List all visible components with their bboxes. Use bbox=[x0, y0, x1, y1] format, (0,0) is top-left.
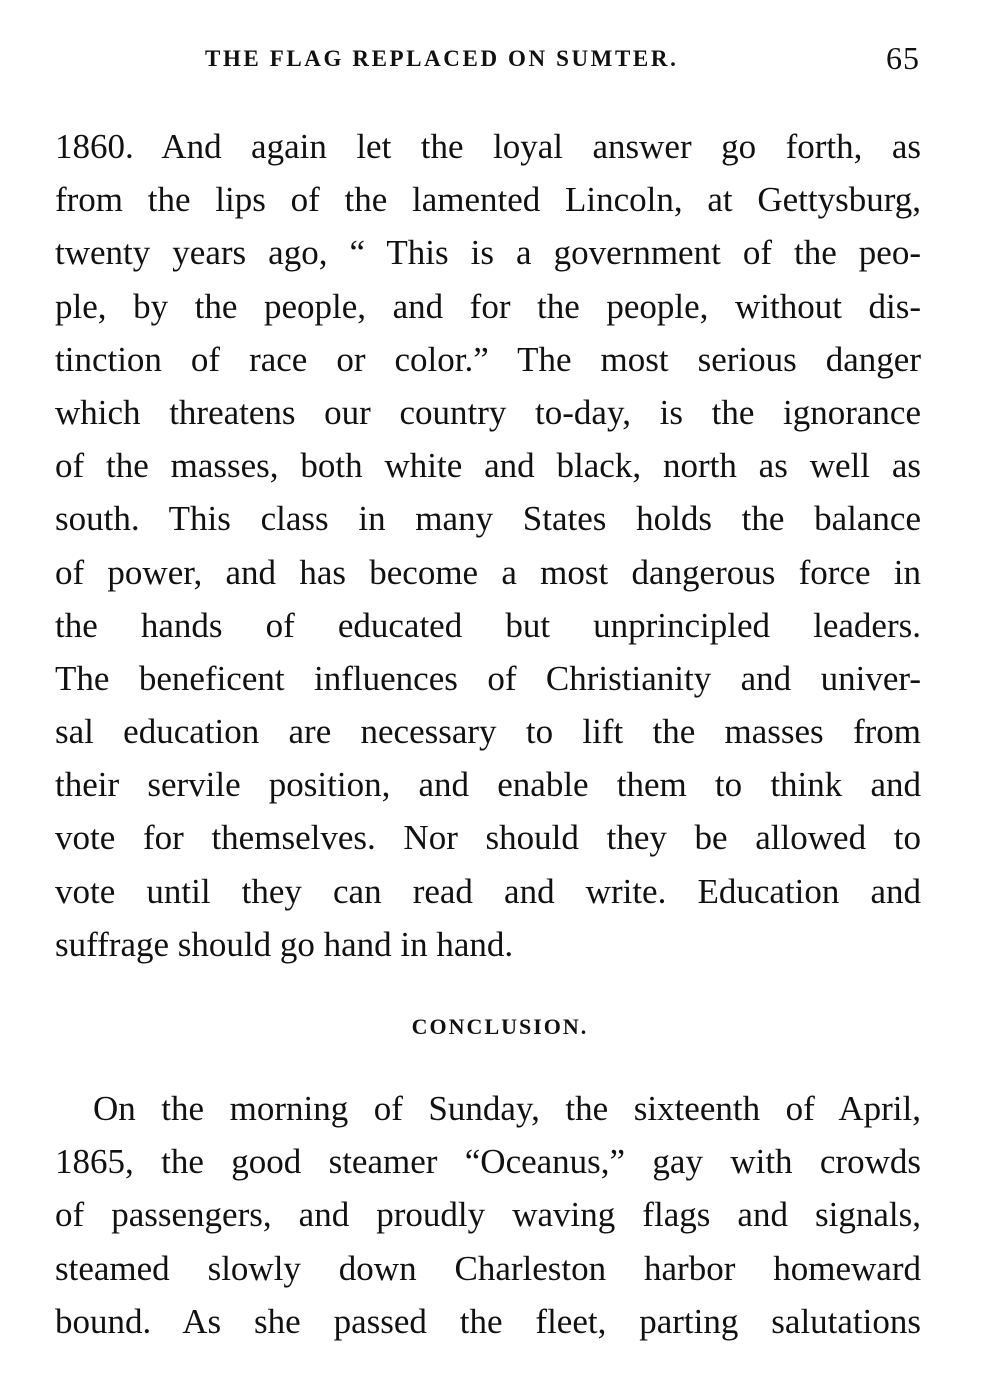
text-line: their servile position, and enable them to think and bbox=[55, 765, 921, 805]
text-line: south. This class in many States holds the balance bbox=[55, 499, 921, 539]
text-line: the hands of educated but unprincipled leaders. bbox=[55, 605, 921, 645]
text-line: of the masses, both white and black, north as well as bbox=[55, 446, 921, 486]
text-line: which threatens our country to-day, is the ignorance bbox=[55, 392, 921, 432]
section-heading: CONCLUSION. bbox=[411, 1014, 589, 1039]
text-line: from the lips of the lamented Lincoln, at Gettysburg, bbox=[55, 180, 921, 220]
text-line: suffrage should go hand in hand. bbox=[55, 924, 514, 964]
text-line: bound. As she passed the fleet, parting salutations bbox=[55, 1301, 921, 1341]
paragraph-conclusion bbox=[55, 1082, 921, 1348]
text-line: sal education are necessary to lift the masses from bbox=[55, 712, 921, 752]
text-line: steamed slowly down Charleston harbor homeward bbox=[55, 1248, 921, 1288]
paragraph-main bbox=[55, 120, 921, 971]
running-head: THE FLAG REPLACED ON SUMTER. bbox=[205, 46, 679, 71]
text-line: ple, by the people, and for the people, without dis- bbox=[55, 286, 921, 326]
text-line: of passengers, and proudly waving flags and signals, bbox=[55, 1195, 921, 1235]
text-line: On the morning of Sunday, the sixteenth of April, bbox=[93, 1089, 921, 1128]
text-line: vote for themselves. Nor should they be allowed to bbox=[55, 818, 921, 858]
text-line: The beneficent influences of Christianity and univer- bbox=[55, 658, 921, 698]
page-number: 65 bbox=[886, 40, 920, 76]
text-line: tinction of race or color.” The most serious danger bbox=[55, 339, 921, 379]
text-line: 1860. And again let the loyal answer go forth, as bbox=[55, 127, 921, 166]
text-line: twenty years ago, “ This is a government of the peo- bbox=[55, 233, 921, 273]
text-line: vote until they can read and write. Education and bbox=[55, 871, 921, 911]
text-line: of power, and has become a most dangerous force in bbox=[55, 552, 921, 592]
text-line: 1865, the good steamer “Oceanus,” gay with crowds bbox=[55, 1142, 921, 1182]
